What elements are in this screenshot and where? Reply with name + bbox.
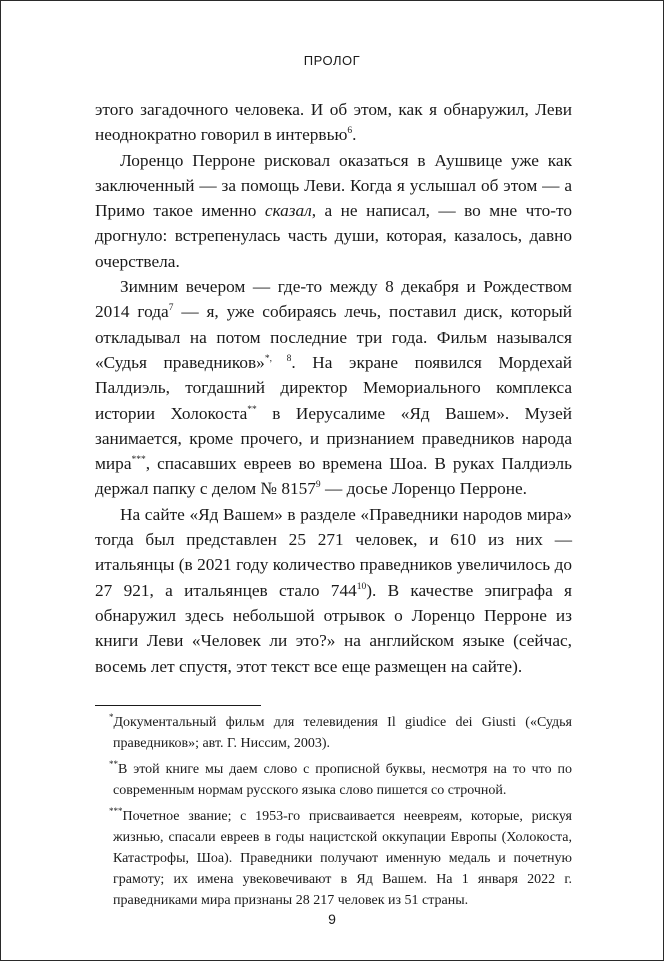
footnote-2-mark: ** [109,759,118,770]
paragraph-3-text-a: Зимним вечером — где-то между 8 декабря и Рождеством 2014 года [95,277,572,322]
paragraph-3 [95,274,572,502]
footnote-1 [95,712,572,754]
paragraph-1-text-end: . [352,125,357,145]
page-number: 9 [328,911,336,927]
footnote-ref-2: ** [247,404,257,415]
footnote-2-text: В этой книге мы даем слово с прописной буквы, несмотря на то что по современным нормам русского языка слово пишется со строчной. [113,762,572,798]
paragraph-4 [95,502,572,679]
paragraph-2 [95,148,572,274]
endnote-ref-6: 6 [347,126,353,137]
emphasis-skazal: сказал [264,201,312,221]
paragraph-3-text-e: , спасавших евреев во времена Шоа. В руках Палдиэль держал папку с делом № 8157 [95,454,572,499]
footnote-3-mark: *** [109,806,123,817]
endnote-ref-7: 7 [168,303,174,314]
footnote-divider [95,705,261,706]
paragraph-2-text: Лоренцо Перроне рисковал оказаться в Аушвице уже как заключенный — за помощь Леви. Когда я услышал об этом — а Примо такое именно [95,150,572,221]
paragraph-2-text-end: , а не написал, — во мне что-то дрогнуло: встрепенулась часть души, которая, казалось, давно очерствела. [95,201,572,271]
paragraph-4-text-b: ). В качестве эпиграфа я обнаружил здесь небольшой отрывок о Лоренцо Перроне из книги Леви «Человек ли это?» на английском языке (сейчас, восемь лет спустя, этот текст все еще размещен на сайте). [95,580,572,676]
paragraph-3-text-c: . На экране появился Мордехай Палдиэль, тогдашний директор Мемориального комплекса истории Холокоста [95,352,572,423]
paragraph-3-text-d: в Иерусалиме «Яд Вашем». Музей занимается, кроме прочего, и признанием праведников народа мира [95,403,572,474]
footnote-3 [95,806,572,911]
paragraph-1 [95,97,572,148]
footnote-ref-1-and-endnote-8: *, 8 [264,354,292,365]
running-title: ПРОЛОГ [303,53,361,68]
paragraph-4-text-a: На сайте «Яд Вашем» в разделе «Праведники народов мира» тогда был представлен 25 271 человек, и 610 из них — итальянцы (в 2021 году количество праведников увеличилось до 27 921, а итальянцев стало 744 [95,504,572,600]
footnote-2 [95,759,572,801]
footnote-1-mark: * [109,712,114,723]
main-text [95,97,572,679]
paragraph-3-text-f: — досье Лоренцо Перроне. [320,479,527,499]
endnote-ref-10: 10 [356,581,367,592]
endnote-ref-9: 9 [315,480,321,491]
footnote-1-text: Документальный фильм для телевидения Il giudice dei Giusti («Судья праведников»; авт. Г. Ниссим, 2003). [113,715,572,751]
paragraph-3-text-b: — я, уже собираясь лечь, поставил диск, который откладывал на потом последние три года. Фильм назывался «Судья праведников» [95,302,572,372]
footnotes [95,712,572,916]
paragraph-1-text: этого загадочного человека. И об этом, как я обнаружил, Леви неоднократно говорил в интервью [95,100,572,145]
footnote-ref-3: *** [131,455,146,466]
footnote-3-text: Почетное звание; с 1953-го присваивается неевреям, которые, рискуя жизнью, спасали евреев в годы нацистской оккупации Европы (Холокоста, Катастрофы, Шоа). Праведники получают именную медаль и почетную грамоту; их имена увековечивают в Яд Вашем. На 1 января 2022 г. праведниками мира признаны 28 217 человек из 51 страны. [113,809,572,908]
